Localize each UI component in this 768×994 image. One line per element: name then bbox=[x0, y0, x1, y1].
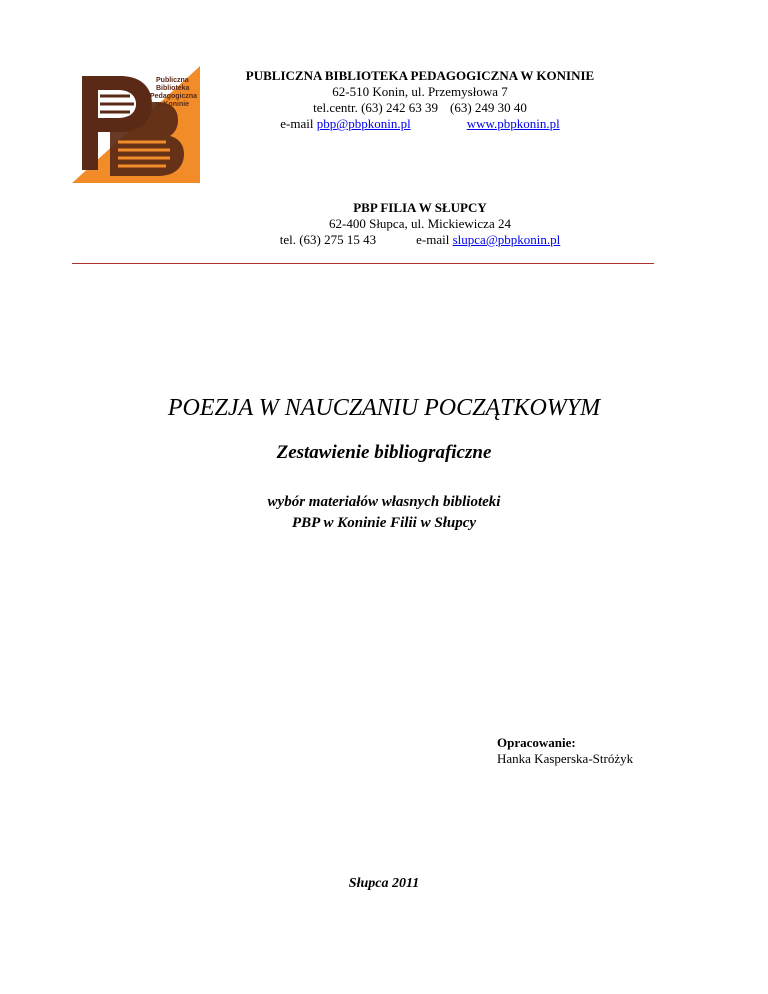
author-name: Hanka Kasperska-Stróżyk bbox=[497, 751, 634, 766]
svg-text:Publiczna: Publiczna bbox=[156, 77, 189, 84]
website-link[interactable]: www.pbpkonin.pl bbox=[466, 116, 560, 131]
branch-address: 62-400 Słupca, ul. Mickiewicza 24 bbox=[329, 216, 511, 231]
main-library-header bbox=[200, 68, 640, 132]
main-library-email-link[interactable]: pbp@pbpkonin.pl bbox=[316, 116, 411, 131]
branch-name: PBP FILIA W SŁUPCY bbox=[353, 200, 487, 215]
svg-text:Pedagogiczna: Pedagogiczna bbox=[150, 93, 198, 100]
main-library-name: PUBLICZNA BIBLIOTEKA PEDAGOGICZNA W KONINIE bbox=[245, 68, 595, 83]
description-line-1: wybór materiałów własnych biblioteki bbox=[267, 494, 501, 510]
branch-email-link[interactable]: slupca@pbpkonin.pl bbox=[452, 232, 561, 247]
library-logo bbox=[72, 66, 200, 183]
main-library-address: 62-510 Konin, ul. Przemysłowa 7 bbox=[332, 84, 508, 99]
main-library-contact bbox=[200, 116, 640, 132]
document-subtitle: Zestawienie bibliograficzne bbox=[276, 442, 492, 463]
main-library-phone: tel.centr. (63) 242 63 39 bbox=[313, 100, 438, 115]
svg-text:Biblioteka: Biblioteka bbox=[156, 85, 190, 92]
document-title: POEZJA W NAUCZANIU POCZĄTKOWYM bbox=[167, 395, 601, 421]
author-label: Opracowanie: bbox=[497, 735, 576, 750]
place-year: Słupca 2011 bbox=[348, 876, 420, 891]
email-label: e-mail bbox=[280, 116, 314, 131]
branch-phone: tel. (63) 275 15 43 bbox=[279, 232, 377, 247]
header-divider bbox=[72, 263, 654, 264]
main-library-phone2: (63) 249 30 40 bbox=[450, 100, 527, 115]
svg-text:w Koninie: w Koninie bbox=[156, 101, 190, 108]
branch-contact bbox=[200, 232, 640, 248]
branch-header bbox=[200, 200, 640, 248]
document-description bbox=[0, 492, 768, 534]
description-line-2: PBP w Koninie Filii w Słupcy bbox=[291, 515, 477, 531]
branch-email-label: e-mail bbox=[416, 232, 450, 247]
author-block bbox=[497, 735, 633, 767]
main-library-phones bbox=[200, 100, 640, 116]
